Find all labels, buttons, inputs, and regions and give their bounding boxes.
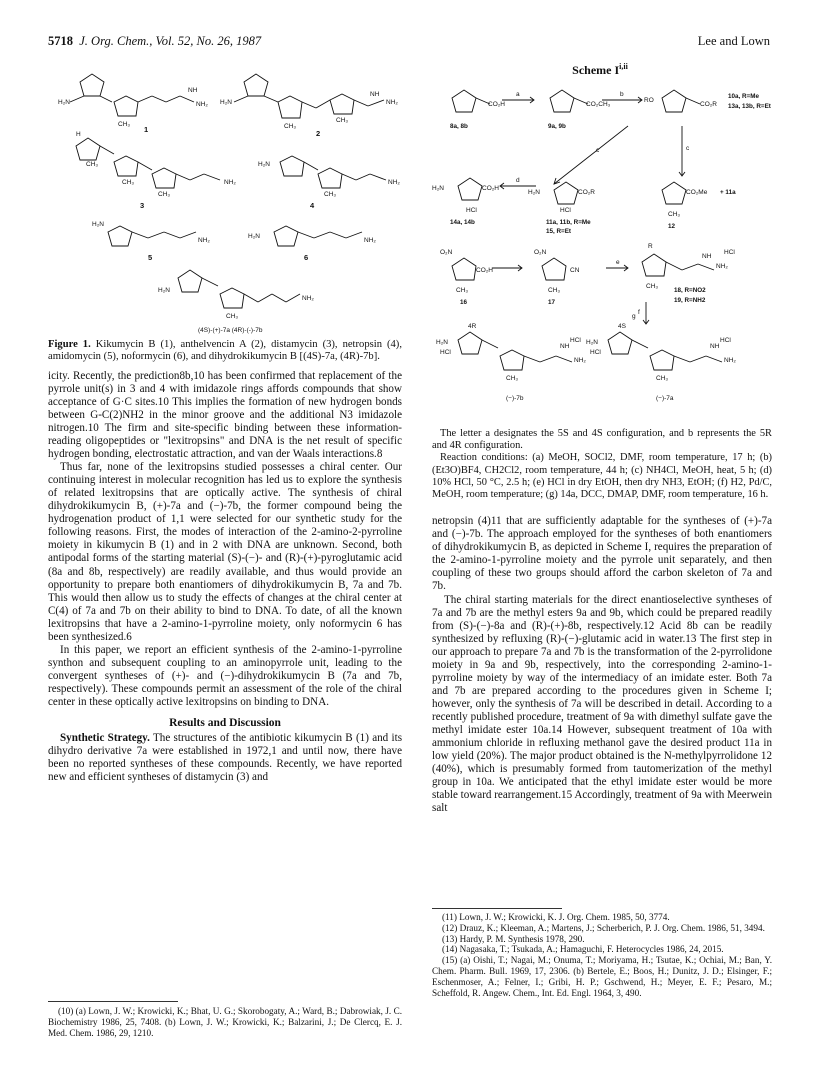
scheme-label-13: 13a, 13b, R=Et [728,103,771,110]
svg-text:NH: NH [370,91,380,98]
scheme-label-19: 19, R=NH2 [674,297,706,304]
scheme-label-14: 14a, 14b [450,219,475,226]
scheme-label-11: 11a, 11b, R=Me [546,219,591,226]
svg-text:H₂N: H₂N [528,189,540,196]
svg-text:CH₃: CH₃ [118,121,131,128]
svg-text:NH₂: NH₂ [386,99,398,106]
scheme-arrow-f: f [638,309,640,316]
svg-text:HCl: HCl [720,337,731,344]
scheme-label-10: 10a, R=Me [728,93,759,100]
scheme-arrow-b: b [620,91,624,98]
svg-text:CO₂CH₃: CO₂CH₃ [586,101,611,108]
svg-text:NH₂: NH₂ [196,101,208,108]
right-footnotes [432,912,772,998]
svg-text:NH₂: NH₂ [724,357,736,364]
scheme-label-15: 15, R=Et [546,228,572,235]
scheme-label-9: 9a, 9b [548,123,566,130]
svg-text:HCl: HCl [440,349,451,356]
svg-text:CO₂Me: CO₂Me [686,189,708,196]
svg-text:CH₃: CH₃ [548,287,561,294]
scheme-1-diagram [430,78,780,418]
svg-text:H₂N: H₂N [436,339,448,346]
footnote-12: (12) Drauz, K.; Kleeman, A.; Martens, J.; Scherberich, P. J. Org. Chem. 1986, 51, 3494. [442,922,765,933]
scheme-label-plus-11a: + 11a [720,189,736,196]
svg-text:CH₃: CH₃ [506,375,519,382]
svg-text:CH₃: CH₃ [646,283,659,290]
svg-text:CO₂R: CO₂R [700,101,717,108]
svg-text:CN: CN [570,267,580,274]
svg-text:CH₃: CH₃ [158,191,171,198]
svg-text:CH₃: CH₃ [284,123,297,130]
paragraph-netropsin: netropsin (4)11 that are sufficiently adaptable for the syntheses of (+)-7a and (−)-7b. The approach employed for the syntheses of both enantiomers of dihydrokikumycin B, as depicted in Scheme I, requires the preparation of the 2-amino-1-pyrroline moiety and the pyrrole unit separately, and then coupling of these two groups should afford the carbon skeleton of 7a and 7b. [432,515,772,593]
scheme-label-7b: (−)-7b [506,395,524,402]
svg-text:NH₂: NH₂ [364,237,376,244]
svg-text:CH₃: CH₃ [122,179,135,186]
footnote-rule-right [432,908,562,909]
svg-text:NH₂: NH₂ [716,263,728,270]
footnote-10: (10) (a) Lown, J. W.; Krowicki, K.; Bhat, U. G.; Skorobogaty, A.; Ward, B.; Dabrowiak, J. C. Biochemistry 1986, 25, 7408. (b) Lown, J. W.; Krowicki, K.; Balzarini, J.; De Clercq, E. J. Med. Chem. 1986, 29, 1210. [48,1006,402,1038]
paragraph-lead-in: Synthetic Strategy. [60,732,150,745]
svg-text:H₂N: H₂N [220,99,232,106]
journal-citation: J. Org. Chem., Vol. 52, No. 26, 1987 [79,34,262,48]
scheme-title [430,62,770,78]
scheme-label-17: 17 [548,299,556,306]
figure-1-caption-label: Figure 1. [48,339,91,350]
page-number: 5718 [48,34,73,48]
scheme-label-7a: (−)-7a [656,395,674,402]
svg-text:CH₃: CH₃ [456,287,469,294]
paragraph-lexitropsins: Thus far, none of the lexitropsins studied possesses a chiral center. Our continuing interest in molecular recognition has led us to explore the synthesis of related lexitropsins that are optically active. The synthesis of chiral dihydrokikumycin B, (+)-7a and (−)-7b, the former compound being the hydrogenation product of 1,1 were selected for our synthetic study for the following reasons. First, the modes of interaction of the 2-amino-2-pyrroline moiety in kikumycin B (1) and in 2 with DNA are unknown. Second, both antipodal forms of the starting material (S)-(−)- and (R)-(+)-pyroglutamic acid (8a and 8b, respectively) are readily available, and thus would provide an opportunity to prepare both enantiomers of dihydrokikumycin B, 7a and 7b. This would then allow us to study the effects of changes at the chiral center at C(4) of 7a and 7b on their ability to bind to DNA. To date, of all the known lexitropsins that have a 2-amino-1-pyrroline moiety, only noformycin 6 has been synthesized.6 [48,461,402,643]
scheme-arrow-g: g [632,313,636,320]
svg-text:CH₃: CH₃ [668,211,681,218]
running-header [48,34,770,50]
svg-text:NH₂: NH₂ [224,179,236,186]
svg-text:NH₂: NH₂ [574,357,586,364]
svg-text:CH₃: CH₃ [336,117,349,124]
svg-text:CH₃: CH₃ [226,313,239,320]
paragraph-chiral-starting: The chiral starting materials for the direct enantioselective syntheses of 7a and 7b are the methyl esters 9a and 9b, which could be prepared readily from (S)-(−)-8a and (R)-(+)-8b, respectively.12 Acid 8b can be readily synthesized by refluxing (R)-(−)-glutamic acid in water.13 The first step in our approach to prepare 7a and 7b is the transformation of the 2-pyrrolidone moiety in 9a and 9b, respectively, into the corresponding 2-amino-1-pyrroline moiety by way of the intermediacy of an imidate ester. Both 7a and 7b are prepared according to the procedures given in Scheme I; however, only the synthesis of 7a will be described in detail. According to a recently published procedure, treatment of 9a with dimethyl sulfate gave the methyl imidate ester 10a.14 However, subsequent treatment of 10a with ammonium chloride in refluxing methanol gave the desired product 11a in low yield (20%). The major product obtained is the N-methylpyrrolidone 12 (40%), which is presumably formed from tautomerization of the methyl group in 10a. We anticipated that the ethyl imidate ester would be more stable toward rearrangement.15 Accordingly, treatment of 9a with Meerwein salt [432,593,772,815]
svg-text:NH: NH [710,343,720,350]
svg-text:H₂N: H₂N [432,185,444,192]
svg-text:CO₂H: CO₂H [482,185,499,192]
svg-text:O₂N: O₂N [440,249,453,256]
compound-label-6: 6 [304,253,309,262]
paragraph-continued: icity. Recently, the prediction8b,10 has been confirmed that replacement of the pyrrole unit(s) in 3 and 4 with imidazole rings affords compounds that show acceptance of G·C sites.10 This implies the formation of new hydrogen bonds between G-C(2)NH2 in the minor groove and the additional N3 imidazole nitrogen.10 The firm and site-specific binding between these information-reading oligopeptides or "lexitropsins" and DNA is the net result of specific hydrogen bonding, electrostatic attraction, and van der Waals interactions.8 [48,369,402,461]
scheme-title-text: Scheme I [572,63,620,77]
svg-text:H₂N: H₂N [258,161,270,168]
scheme-footnote-ii: Reaction conditions: (a) MeOH, SOCl2, DMF, room temperature, 17 h; (b) (Et3O)BF4, CH2Cl2, room temperature, 44 h; (c) NH4Cl, MeOH, heat, 5 h; (d) 10% HCl, 50 °C, 2.5 h; (e) HCl in dry EtOH, then dry NH3, EtOH; (f) H2, Pd/C, MeOH, room temperature; (g) 14a, DCC, DMAP, DMF, room temperature, 16 h. [432,452,772,501]
footnote-rule-left [48,1001,178,1002]
svg-text:CO₂H: CO₂H [476,267,493,274]
svg-text:HCl: HCl [590,349,601,356]
scheme-label-16: 16 [460,299,468,306]
svg-text:H: H [76,131,81,138]
svg-text:CO₂R: CO₂R [578,189,595,196]
scheme-arrow-c2: c [686,145,690,152]
svg-text:4S: 4S [618,323,626,330]
scheme-arrow-a: a [516,91,520,98]
svg-text:H₂N: H₂N [58,99,70,106]
scheme-label-18: 18, R=NO2 [674,287,706,294]
footnote-14: (14) Nagasaka, T.; Tsukada, A.; Hamaguchi, F. Heterocycles 1986, 24, 2015. [442,944,724,955]
compound-label-1: 1 [144,125,149,134]
svg-text:R: R [648,243,653,250]
figure-1-caption-text: Kikumycin B (1), anthelvencin A (2), distamycin (3), netropsin (4), amidomycin (5), noformycin (6), and dihydrokikumycin B [(4S)-7a, (4R)-7b]. [48,339,402,363]
svg-text:NH₂: NH₂ [302,295,314,302]
compound-label-7: (4S)-(+)-7a (4R)-(-)-7b [198,327,263,334]
page-header-left [48,34,261,49]
scheme-title-superscript: i,ii [619,62,628,71]
author-names: Lee and Lown [697,34,770,48]
compound-label-4: 4 [310,201,315,210]
scheme-footnote-i: The letter a designates the 5S and 4S configuration, and b represents the 5R and 4R configuration. [432,428,772,452]
scheme-arrow-e: e [616,259,620,266]
scheme-arrow-c: c [596,147,600,154]
scheme-label-8: 8a, 8b [450,123,468,130]
svg-text:HCl: HCl [560,207,571,214]
footnote-13: (13) Hardy, P. M. Synthesis 1978, 290. [442,933,585,944]
left-column [48,339,402,784]
svg-text:NH₂: NH₂ [198,237,210,244]
scheme-label-12: 12 [668,223,676,230]
figure-1-caption [48,339,402,364]
svg-text:CH₃: CH₃ [86,161,99,168]
svg-text:O₂N: O₂N [534,249,547,256]
section-heading: Results and Discussion [169,717,281,730]
compound-label-2: 2 [316,129,321,138]
svg-text:H₂N: H₂N [248,233,260,240]
svg-text:CO₂H: CO₂H [488,101,505,108]
svg-text:4R: 4R [468,323,477,330]
compound-label-3: 3 [140,201,145,210]
figure-1-structures [48,62,408,337]
svg-text:CH₃: CH₃ [656,375,669,382]
svg-text:RO: RO [644,97,654,104]
svg-text:NH₂: NH₂ [388,179,400,186]
footnote-15: (15) (a) Oishi, T.; Nagai, M.; Onuma, T.; Moriyama, H.; Tsutae, K.; Ochiai, M.; Ban, Y. Chem. Pharm. Bull. 1969, 17, 2306. (b) Bertele, E.; Boos, H.; Dunitz, J. D.; Elsinger, F.; Eschenmoser, A.; Felner, I.; Gribi, H. P.; Gschwend, H.; Meyer, E. F.; Pesaro, M.; Scheffold, R. Angew. Chem., Int. Ed. Engl. 1964, 3, 490. [432,955,772,998]
scheme-arrow-d: d [516,177,520,184]
svg-text:HCl: HCl [724,249,735,256]
footnote-11: (11) Lown, J. W.; Krowicki, K. J. Org. Chem. 1985, 50, 3774. [442,912,670,922]
svg-text:HCl: HCl [466,207,477,214]
paragraph-synthetic-strategy [48,732,402,784]
svg-text:H₂N: H₂N [158,287,170,294]
paragraph-this-paper: In this paper, we report an efficient synthesis of the 2-amino-1-pyrroline synthon and subsequent coupling to an aminopyrrole unit, leading to the convergent syntheses of (+)- and (−)-dihydrokikumycin B (7a and 7b, respectively). These compounds permit an assessment of the role of the chiral center in these optically active lexitropsins on binding to DNA. [48,643,402,708]
scheme-footnotes [432,428,772,501]
paragraph-synthetic-strategy-text: The structures of the antibiotic kikumycin B (1) and its dihydro derivative 7a were established in 1972,1 and until now, there have been no reported syntheses of these compounds. Recently, we have reported new and efficient syntheses of distamycin (3) and [48,732,403,784]
svg-text:NH: NH [560,343,570,350]
svg-text:CH₃: CH₃ [324,191,337,198]
right-column [432,428,772,815]
svg-text:H₂N: H₂N [92,221,104,228]
left-footnotes [48,1006,402,1038]
svg-text:NH: NH [702,253,712,260]
svg-text:NH: NH [188,87,198,94]
svg-text:HCl: HCl [570,337,581,344]
compound-label-5: 5 [148,253,153,262]
svg-text:H₂N: H₂N [586,339,598,346]
